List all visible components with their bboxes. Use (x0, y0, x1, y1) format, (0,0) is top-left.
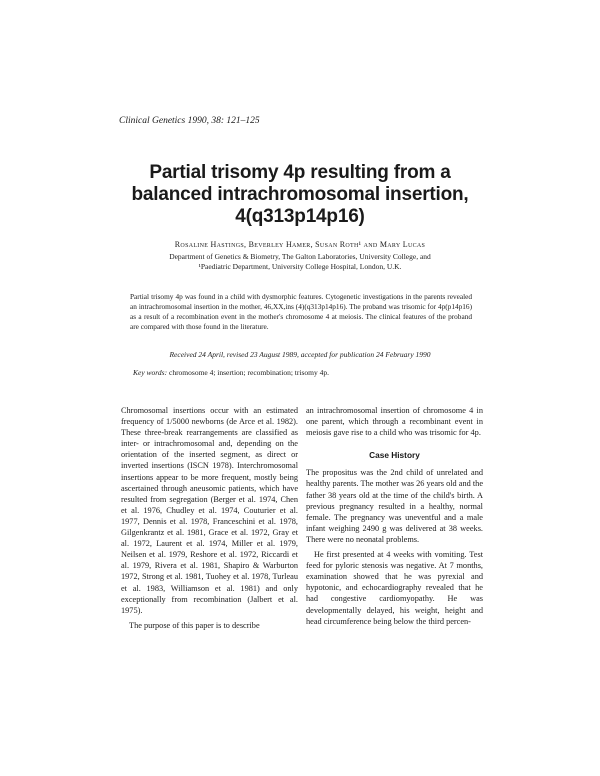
paragraph: The purpose of this paper is to describe (129, 620, 260, 630)
keywords-label: Key words: (133, 368, 168, 377)
title-line-2: balanced intrachromosomal insertion, (131, 184, 469, 205)
affiliations (150, 252, 450, 272)
affiliation-line-1: Department of Genetics & Biometry, The Galton Laboratories, University College, and (169, 252, 431, 261)
paragraph: He first presented at 4 weeks with vomiting. Test feed for pyloric stenosis was negative. At 7 months, examination showed that he was pyrexial and hypotonic, and echocardiography revealed that he had congestive cardiomyopathy. He was developmentally delayed, his weight, height and head circumference being below the third percen- (306, 550, 483, 626)
received-dates: Received 24 April, revised 23 August 1989, accepted for publication 24 February 1990 (169, 350, 431, 359)
keywords-text: chromosome 4; insertion; recombination; trisomy 4p. (168, 368, 329, 377)
abstract: Partial trisomy 4p was found in a child with dysmorphic features. Cytogenetic investigations in the parents revealed an intrachromosomal insertion in the mother, 46,XX,ins (4)(q313p14p16). The proband was trisomic for 4p(p14p16) as a result of a recombination event in the mother's chromosome 4 at meiosis. The clinical features of the proband are compared with those found in the literature. (130, 292, 472, 331)
body-column-right (306, 405, 483, 627)
section-heading: Case History (369, 450, 420, 461)
paragraph: an intrachromosomal insertion of chromosome 4 in one parent, which through a recombinant event in meiosis gave rise to a child who was trisomic for 4p. (306, 406, 483, 438)
affiliation-line-2: ¹Paediatric Department, University College Hospital, London, U.K. (198, 262, 402, 271)
paragraph: Chromosomal insertions occur with an estimated frequency of 1/5000 newborns (de Arce et al. 1982). These three-break rearrangements are classified as inter- or intrachromosomal and, depending on the orientation of the inserted segment, as direct or inverted insertions (ISCN 1978). Interchromosomal insertions appear to be more frequent, mostly being ascertained through aneusomic patients, which have resulted from segregation (Berger et al. 1974, Chen et al. 1976, Chudley et al. 1974, Couturier et al. 1977, Dennis et al. 1978, Franceschini et al. 1978, Gilgenkrantz et al. 1981, Grace et al. 1972, Gray et al. 1972, Laurent et al. 1974, Miller et al. 1979, Neilsen et al. 1979, Reshore et al. 1972, Riccardi et al. 1979, Rivera et al. 1981, Shapiro & Warburton 1972, Strong et al. 1981, Tuohey et al. 1978, Turleau et al. 1983, Williamson et al. 1981) and only exceptionally from recombination (Jalbert et al. 1975). (121, 406, 298, 615)
title-line-1: Partial trisomy 4p resulting from a (149, 162, 451, 183)
paragraph: The propositus was the 2nd child of unrelated and healthy parents. The mother was 26 years old and the father 38 years old at the time of the child's birth. A previous pregnancy resulted in a healthy, normal female. The pregnancy was uneventful and a male infant weighing 2490 g was delivered at 38 weeks. There were no neonatal problems. (306, 468, 483, 544)
article-title (60, 162, 540, 228)
journal-citation: Clinical Genetics 1990, 38: 121–125 (119, 116, 260, 126)
title-line-3: 4(q313p14p16) (235, 206, 365, 227)
keywords (133, 368, 329, 377)
author-list: Rosaline Hastings, Beverley Hamer, Susan Roth¹ and Mary Lucas (174, 240, 426, 249)
body-column-left (121, 405, 298, 631)
